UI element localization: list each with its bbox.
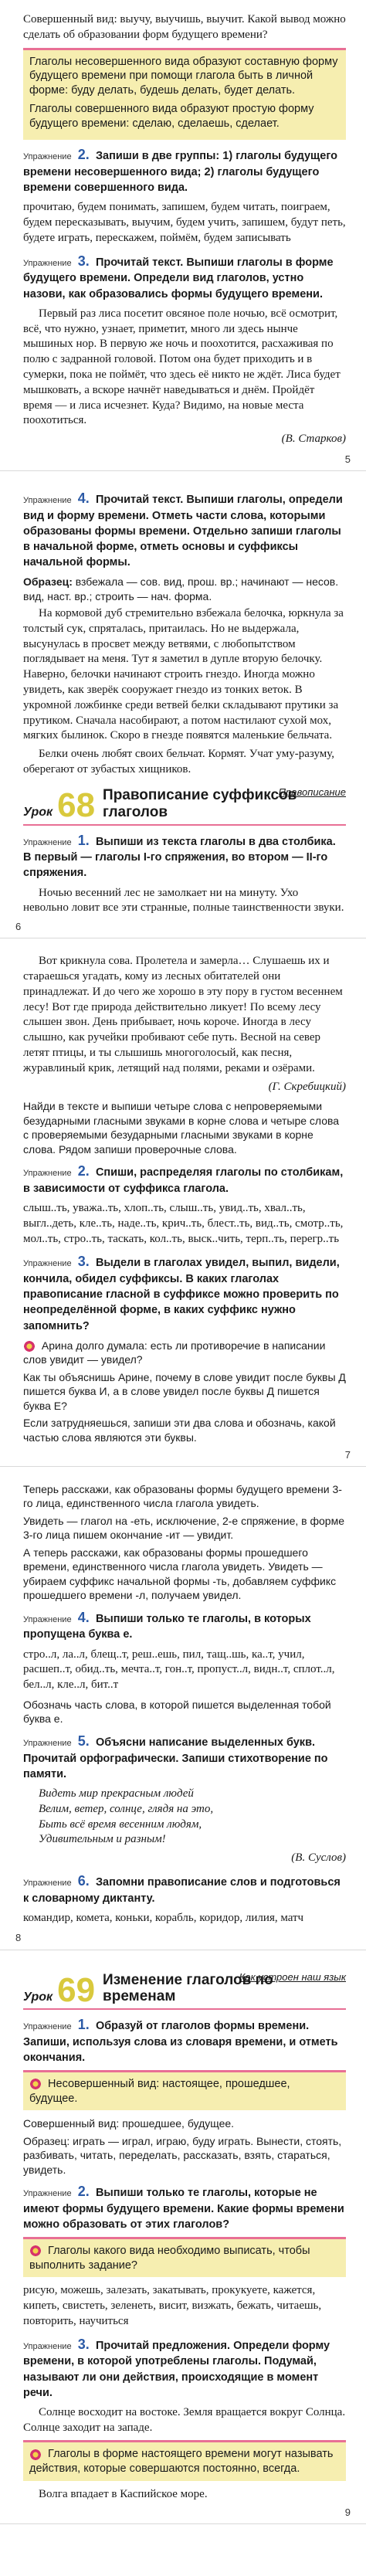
lesson-header — [23, 1972, 346, 2011]
exercise-number: 3. — [77, 253, 90, 269]
exercise-5 — [23, 1733, 346, 1782]
lesson-section: Как устроен наш язык — [239, 1970, 346, 1983]
text-source: (Г. Скребицкий) — [268, 1080, 346, 1093]
text-source: (В. Старков) — [281, 433, 346, 446]
question-text: Арина долго думала: есть ли противоречие в написании слов увидит — увидел? — [23, 1339, 326, 1366]
lesson-title: Правописание суффиксов глаголов — [103, 786, 297, 820]
question-line — [23, 1339, 346, 1367]
flower-icon — [29, 2245, 42, 2257]
exercise-2 — [23, 146, 346, 195]
exercise-task: Прочитай текст. Выпиши глаголы в форме будущего времени. Определи вид глаголов, устно назови, как образовались формы будущего времени. — [23, 256, 334, 300]
exercise-number: 5. — [77, 1733, 90, 1749]
lesson-tag: Урок — [23, 1991, 53, 2004]
exercise-label: Упражнение — [23, 2022, 72, 2032]
rule-box-3 — [23, 2440, 346, 2480]
intro-text: Теперь расскажи, как образованы формы будущего времени 3-го лица, единственного числа глагола увидеть. — [23, 1482, 342, 1510]
page-8 — [0, 1467, 366, 1950]
rule-text-2: Глаголы совершенного вида образуют простую форму будущего времени: сделаю, сделаешь, сделает. — [29, 103, 314, 130]
reading-text: Вот крикнула сова. Пролетела и замерла… Слушаешь их и стараешься угадать, кому из лесных обитателей они принадлежат. И до чего же хорошо в эту пору в густом весеннем лесу! Вот где природа действительно ликует! По всему лесу слышен звон. День прибывает, ночь короче. Иногда в лесу слышно, как ручейки пробивают себе путь. Весной на север летят птицы, и ты слышишь многоголосый, как песня, журавлиный крик, летящий над полями, реками и озёрами. — [23, 955, 343, 1074]
lesson-number: 69 — [57, 1970, 96, 2009]
sample-text: Совершенный вид: прошедшее, будущее. — [23, 2117, 235, 2130]
page-number: 7 — [344, 1448, 351, 1461]
exercise-3 — [23, 253, 346, 302]
exercise-1 — [23, 832, 346, 881]
poem: Видеть мир прекрасным людей Велим, ветер, солнце, глядя на это, Быть всё время весенним людям, Удивительным и разным! — [39, 1787, 214, 1846]
word-list: стро..л, ла..л, блещ..т, реш..ешь, пил, тащ..шь, ка..т, учил, расшеп..т, обид..ть, мечта..т, гон..т, пропуст..л, видн..т, сплот..л, бел..л, кле..л, бит..т — [23, 1648, 335, 1692]
rule-box-2 — [23, 2237, 346, 2277]
lesson-number: 68 — [57, 786, 96, 824]
rule-box — [23, 48, 346, 141]
exercise-task: Выдели в глаголах увидел, выпил, видели, кончила, обидел суффиксы. В каких глаголах правописание гласной в суффиксе можно проверить по неопределённой форме, в каких суффикс нужно запомнить? — [23, 1257, 340, 1332]
exercise-number: 2. — [77, 2184, 90, 2200]
exercise-task: Прочитай предложения. Определи форму времени, в которой употреблены глаголы. Подумай, называют ли они действия, происходящие в момент речи. — [23, 2339, 330, 2399]
exercise-label: Упражнение — [23, 1614, 72, 1624]
exercise-number: 3. — [77, 1254, 90, 1270]
word-list: слыш..ть, уважа..ть, хлоп..ть, слыш..ть, увид..ть, хвал..ть, выгл..деть, кле..ть, наде..ть, крич..ть, блест..ть, вид..ть, смотр..ть, мол..ть, стро..ть, таскать, кол..ть, выск..чить, терп..ть, перегр..ть — [23, 1202, 344, 1245]
exercise-label: Упражнение — [23, 2189, 72, 2199]
exercise-task: Прочитай текст. Выпиши глаголы, определи вид и форму времени. Отметь части слова, которыми образованы формы времени. Отдельно запиши глаголы в начальной форме, отметь основы и суффиксы начальной формы. — [23, 493, 343, 569]
intro-text-2: Увидеть — глагол на -еть, исключение, 2-е спряжение, в форме 3-го лица пишем окончание -ит — увидит. — [23, 1514, 344, 1542]
lesson-tag: Урок — [23, 806, 53, 820]
exercise-number: 1. — [77, 2017, 90, 2033]
exercise-task: Объясни написание выделенных букв. Прочитай орфографически. Запиши стихотворение по памяти. — [23, 1736, 328, 1780]
question-text-3: Если затрудняешься, запиши эти два слова и обозначь, какой частью слова являются эти буквы. — [23, 1417, 336, 1444]
question-text-2: Как ты объяснишь Арине, почему в слове увидит после буквы Д пишется буква И, а в слове увидел после буквы Д пишется буква Е? — [23, 1370, 346, 1412]
exercise-number: 4. — [77, 1609, 90, 1625]
sample-text: взбежала — сов. вид, прош. вр.; начинают — несов. вид, наст. вр.; строить — нач. форма. — [23, 575, 339, 602]
rule-text: Глаголы в форме настоящего времени могут называть действия, которые совершаются постоянно, всегда. — [29, 2448, 334, 2475]
flower-icon — [29, 2449, 42, 2461]
exercise-4 — [23, 1609, 346, 1643]
page-number: 6 — [15, 920, 22, 932]
page-7 — [0, 938, 366, 1467]
rule-text: Глаголы несовершенного вида образуют составную форму будущего времени при помощи глагола быть в личной форме: буду делать, будешь делать, будет делать. — [29, 55, 338, 97]
rule-text: Глаголы какого вида необходимо выписать, чтобы выполнить задание? — [29, 2245, 310, 2272]
exercise-label: Упражнение — [23, 1169, 72, 1179]
text-source: (В. Суслов) — [291, 1851, 346, 1865]
exercise-label: Упражнение — [23, 152, 72, 162]
exercise-number: 6. — [77, 1872, 90, 1889]
exercise-1 — [23, 2016, 346, 2065]
rule-text: Несовершенный вид: настоящее, прошедшее, будущее. — [29, 2078, 290, 2105]
exercise-2 — [23, 1162, 346, 1196]
page-9 — [0, 1950, 366, 2525]
exercise-task: Выпиши из текста глаголы в два столбика. В первый — глаголы I-го спряжения, во втором — II-го спряжения. — [23, 835, 336, 880]
exercise-2 — [23, 2183, 346, 2232]
exercise-label: Упражнение — [23, 258, 72, 268]
exercise-label: Упражнение — [23, 1259, 72, 1269]
exercise-label: Упражнение — [23, 1738, 72, 1748]
sample-line — [23, 575, 346, 603]
exercise-number: 4. — [77, 490, 90, 506]
flower-icon — [29, 2078, 42, 2090]
exercise-6 — [23, 1872, 346, 1906]
exercise-4 — [23, 490, 346, 570]
reading-text-2: Белки очень любят своих бельчат. Кормят. Учат уму-разуму, оберегают от зубастых хищников. — [23, 748, 335, 776]
page-number: 5 — [344, 453, 351, 465]
exercise-task: Образуй от глаголов формы времени. Запиши, используя слова из словаря времени, и отметь окончания. — [23, 2020, 338, 2065]
word-list: прочитаю, будем понимать, запишем, будем читать, поиграем, будем пересказывать, выучим, будем учить, запишем, будут петь, будете играть, перескажем, поймём, будем записывать — [23, 201, 346, 244]
rule-box — [23, 2070, 346, 2110]
page-number: 8 — [15, 1932, 22, 1944]
exercise-task: Спиши, распределяя глаголы по столбикам, в зависимости от суффикса глагола. — [23, 1166, 344, 1195]
page-number: 9 — [344, 2506, 351, 2519]
exercise-number: 2. — [77, 147, 90, 163]
word-list: рисую, можешь, залезать, закатывать, прокукуете, кажется, кипеть, свистеть, зеленеть, висит, визжать, бежать, читаешь, повторить, научиться — [23, 2284, 322, 2327]
exercise-label: Упражнение — [23, 495, 72, 505]
reading-text: Солнце восходит на востоке. Земля вращается вокруг Солнца. Солнце заходит на западе. — [23, 2405, 346, 2434]
flower-icon — [23, 1340, 36, 1352]
exercise-task: Выпиши только те глаголы, которые не имеют формы будущего времени. Какие формы времени можно образовать от этих глаголов? — [23, 2187, 344, 2232]
exercise-3 — [23, 2336, 346, 2401]
exercise-task: Запиши в две группы: 1) глаголы будущего времени несовершенного вида; 2) глаголы будущего времени совершенного вида. — [23, 150, 338, 195]
page-6 — [0, 471, 366, 938]
intro-text-3: А теперь расскажи, как образованы формы прошедшего времени, единственного числа глагола увидеть. Увидеть — убираем суффикс начальной формы -ть, добавляем суффикс прошедшего времени -л, получаем увидел. — [23, 1546, 337, 1602]
task-text: Найди в тексте и выпиши четыре слова с непроверяемыми безударными гласными звуками в корне слова и четыре слова с проверяемыми безударными гласными звуками в корне слова. Рядом запиши проверочные слова. — [23, 1100, 340, 1156]
exercise-number: 2. — [77, 1163, 90, 1179]
word-list: командир, комета, коньки, корабль, коридор, лилия, матч — [23, 1911, 304, 1924]
exercise-task: Выпиши только те глаголы, в которых пропущена буква е. — [23, 1612, 311, 1641]
exercise-number: 3. — [77, 2336, 90, 2352]
exercise-label: Упражнение — [23, 1878, 72, 1888]
reading-text: Первый раз лиса посетит овсяное поле ночью, всё осмотрит, всё, что нужно, узнает, приметит, много ли здесь нынче мышиных нор. В первую же ночь и поохотится, расхаживая по полю с задранной головой. Потом она будет приходить и в сумерки, пока не поймёт, что здесь её никто не ждёт. Лиса будет мышковать, а вскоре начнёт наведываться и днём. Пройдёт время — и лиса исчезнет. Куда? Видимо, на новые места поохотиться. — [23, 307, 341, 427]
reading-text: На кормовой дуб стремительно взбежала белочка, юркнула за толстый сук, спряталась, притаилась. Но не выдержала, высунулась в просвет между ветвями, с любопытством поглядывает на меня. Тут я заметил в дупле вторую белочку. Наверно, белочки начинают строить гнездо. Иногда можно увидеть, как зверёк сооружает гнездо из тонких веток. В укромной ложбинке среди ветвей белки складывают прутики за прутиком. Сначала насобирают, а потом настилают сухой мох, мягких былинок. Скоро в гнезде появятся маленькие бельчата. — [23, 607, 344, 742]
lesson-header — [23, 787, 346, 826]
lesson-title: Изменение глаголов по временам — [103, 1971, 273, 2005]
reading-text-2: Волга впадает в Каспийское море. — [39, 2487, 208, 2500]
exercise-number: 1. — [77, 832, 90, 848]
exercise-label: Упражнение — [23, 2341, 72, 2351]
reading-text: Ночью весенний лес не замолкает ни на минуту. Ухо невольно ловит все эти странные, полные таинственности звуки. — [23, 886, 344, 915]
exercise-3 — [23, 1253, 346, 1333]
intro-text: Совершенный вид: выучу, выучишь, выучит. Какой вывод можно сделать об образовании форм будущего времени? — [23, 13, 346, 41]
exercise-task: Запомни правописание слов и подготовься к словарному диктанту. — [23, 1875, 341, 1905]
lesson-section: Правописание — [278, 786, 346, 798]
sample-text-2: Образец: играть — играл, играю, буду играть. Вынести, стоять, разбивать, читать, переделать, рассказать, взять, стараться, увидеть. — [23, 2134, 342, 2176]
note-text: Обозначь часть слова, в которой пишется выделенная тобой буква е. — [23, 1698, 331, 1726]
exercise-label: Упражнение — [23, 837, 72, 847]
sample-label: Образец: — [23, 575, 73, 589]
page-5 — [0, 0, 366, 471]
